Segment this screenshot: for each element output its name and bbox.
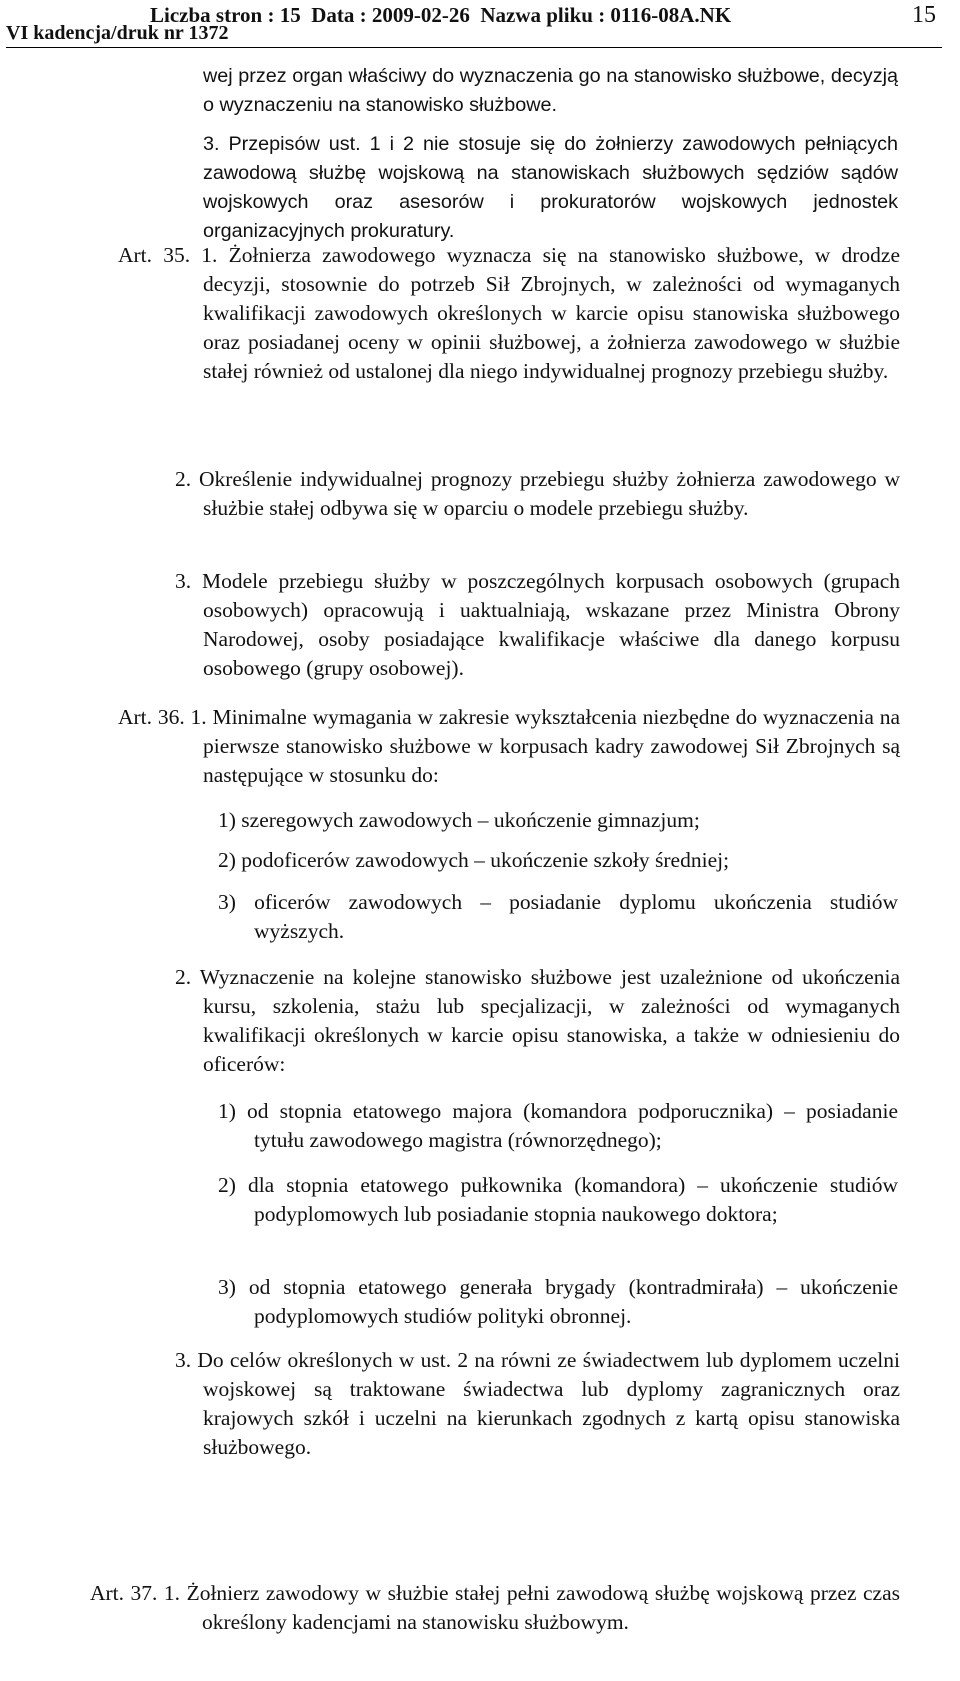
paragraph-number: 3.	[175, 569, 192, 593]
paragraph-text: Żołnierza zawodowego wyznacza się na stanowisko służbowe, w drodze decyzji, stosownie do potrzeb Sił Zbrojnych, w zależności od wymaganych kwalifikacji zawodowych określonych w karcie opisu stanowiska służbowego oraz posiadanej oceny w opinii służbowej, a żołnierza zawodowego w służbie stałej również od ustalonej dla niego indywidualnej prognozy przebiegu służby.	[203, 243, 900, 383]
article-35-para-3	[175, 567, 900, 683]
article-number: Art. 36. 1.	[118, 705, 207, 729]
paragraph-text: Do celów określonych w ust. 2 na równi ze świadectwem lub dyplomem uczelni wojskowej są traktowane świadectwa lub dyplomy zagranicznych oraz krajowych szkół i uczelni na kierunkach zgodnych z kartą opisu stanowiska służbowego.	[197, 1348, 901, 1459]
list-item	[218, 806, 898, 835]
list-item-text: szeregowych zawodowych – ukończenie gimnazjum;	[241, 808, 700, 832]
paragraph-text: Wyznaczenie na kolejne stanowisko służbowe jest uzależnione od ukończenia kursu, szkolenia, stażu lub specjalizacji, w zależności od wymaganych kwalifikacji określonych w karcie opisu stanowiska, a także w odniesieniu do oficerów:	[199, 965, 900, 1076]
paragraph-number: 2.	[175, 965, 192, 989]
article-number: Art. 37. 1.	[90, 1581, 181, 1605]
paragraph-number: 3.	[175, 1348, 192, 1372]
list-item	[218, 1273, 898, 1331]
list-item-text: od stopnia etatowego generała brygady (kontradmirała) – ukończenie podyplomowych studiów polityki obronnej.	[248, 1275, 898, 1328]
article-36-para-1	[118, 703, 900, 790]
list-item-number: 3)	[218, 890, 236, 914]
list-item-text: oficerów zawodowych – posiadanie dyplomu ukończenia studiów wyższych.	[254, 890, 899, 943]
list-item-text: od stopnia etatowego majora (komandora podporucznika) – posiadanie tytułu zawodowego magistra (równorzędnego);	[247, 1099, 898, 1152]
paragraph-text: Żołnierz zawodowy w służbie stałej pełni zawodową służbę wojskową przez czas określony kadencjami na stanowisku służbowym.	[186, 1581, 901, 1634]
article-37-para-1	[90, 1579, 900, 1637]
paragraph-text: 1 i 2 nie stosuje się do żołnierzy zawodowych pełniących zawodową służbę wojskową na stanowiskach służbowych sędziów sądów wojskowych oraz asesorów i prokuratorów wojskowych jednostek organizacyjnych prokuratury.	[203, 133, 899, 242]
article-35-para-1	[118, 241, 900, 386]
header-meta-line: Liczba stron : 15 Data : 2009-02-26 Nazwa pliku : 0116-08A.NK	[150, 3, 732, 27]
list-item-text: dla stopnia etatowego pułkownika (komandora) – ukończenie studiów podyplomowych lub posiadanie stopnia naukowego doktora;	[247, 1173, 899, 1226]
article-number: Art. 35. 1.	[118, 243, 218, 267]
list-item-number: 1)	[218, 808, 236, 832]
paragraph-text: Określenie indywidualnej prognozy przebiegu służby żołnierza zawodowego w służbie stałej odbywa się w oparciu o modele przebiegu służby.	[199, 467, 901, 520]
list-item-text: podoficerów zawodowych – ukończenie szkoły średniej;	[241, 848, 730, 872]
paragraph-text: wej przez organ właściwy do wyznaczenia go na stanowisko służbowe, decyzją o wyznaczeniu na stanowisko służbowe.	[203, 65, 898, 116]
page-number: 15	[912, 2, 936, 28]
article-35-para-2	[175, 465, 900, 523]
paragraph-continuation	[203, 62, 898, 120]
page-header	[0, 0, 960, 48]
list-item	[218, 1171, 898, 1229]
paragraph-number: 3. Przepisów ust.	[203, 133, 361, 155]
list-item	[218, 846, 898, 875]
article-36-para-3	[175, 1346, 900, 1462]
list-item-number: 1)	[218, 1099, 236, 1123]
article-36-para-2	[175, 963, 900, 1079]
paragraph-text: Minimalne wymagania w zakresie wykształcenia niezbędne do wyznaczenia na pierwsze stanowisko służbowe w korpusach kadry zawodowej Sił Zbrojnych są następujące w stosunku do:	[203, 705, 900, 787]
paragraph-ust-3	[203, 130, 898, 246]
list-item	[218, 1097, 898, 1155]
paragraph-text: Modele przebiegu służby w poszczególnych korpusach osobowych (grupach osobowych) opracowują i uaktualniają, wskazane przez Ministra Obrony Narodowej, osoby posiadające kwalifikacje właściwe dla danego korpusu osobowego (grupy osobowej).	[201, 569, 901, 680]
paragraph-number: 2.	[175, 467, 192, 491]
header-divider	[6, 47, 942, 48]
list-item-number: 3)	[218, 1275, 236, 1299]
list-item-number: 2)	[218, 1173, 236, 1197]
list-item-number: 2)	[218, 848, 236, 872]
list-item	[218, 888, 898, 946]
header-print-line: VI kadencja/druk nr 1372	[6, 22, 229, 44]
